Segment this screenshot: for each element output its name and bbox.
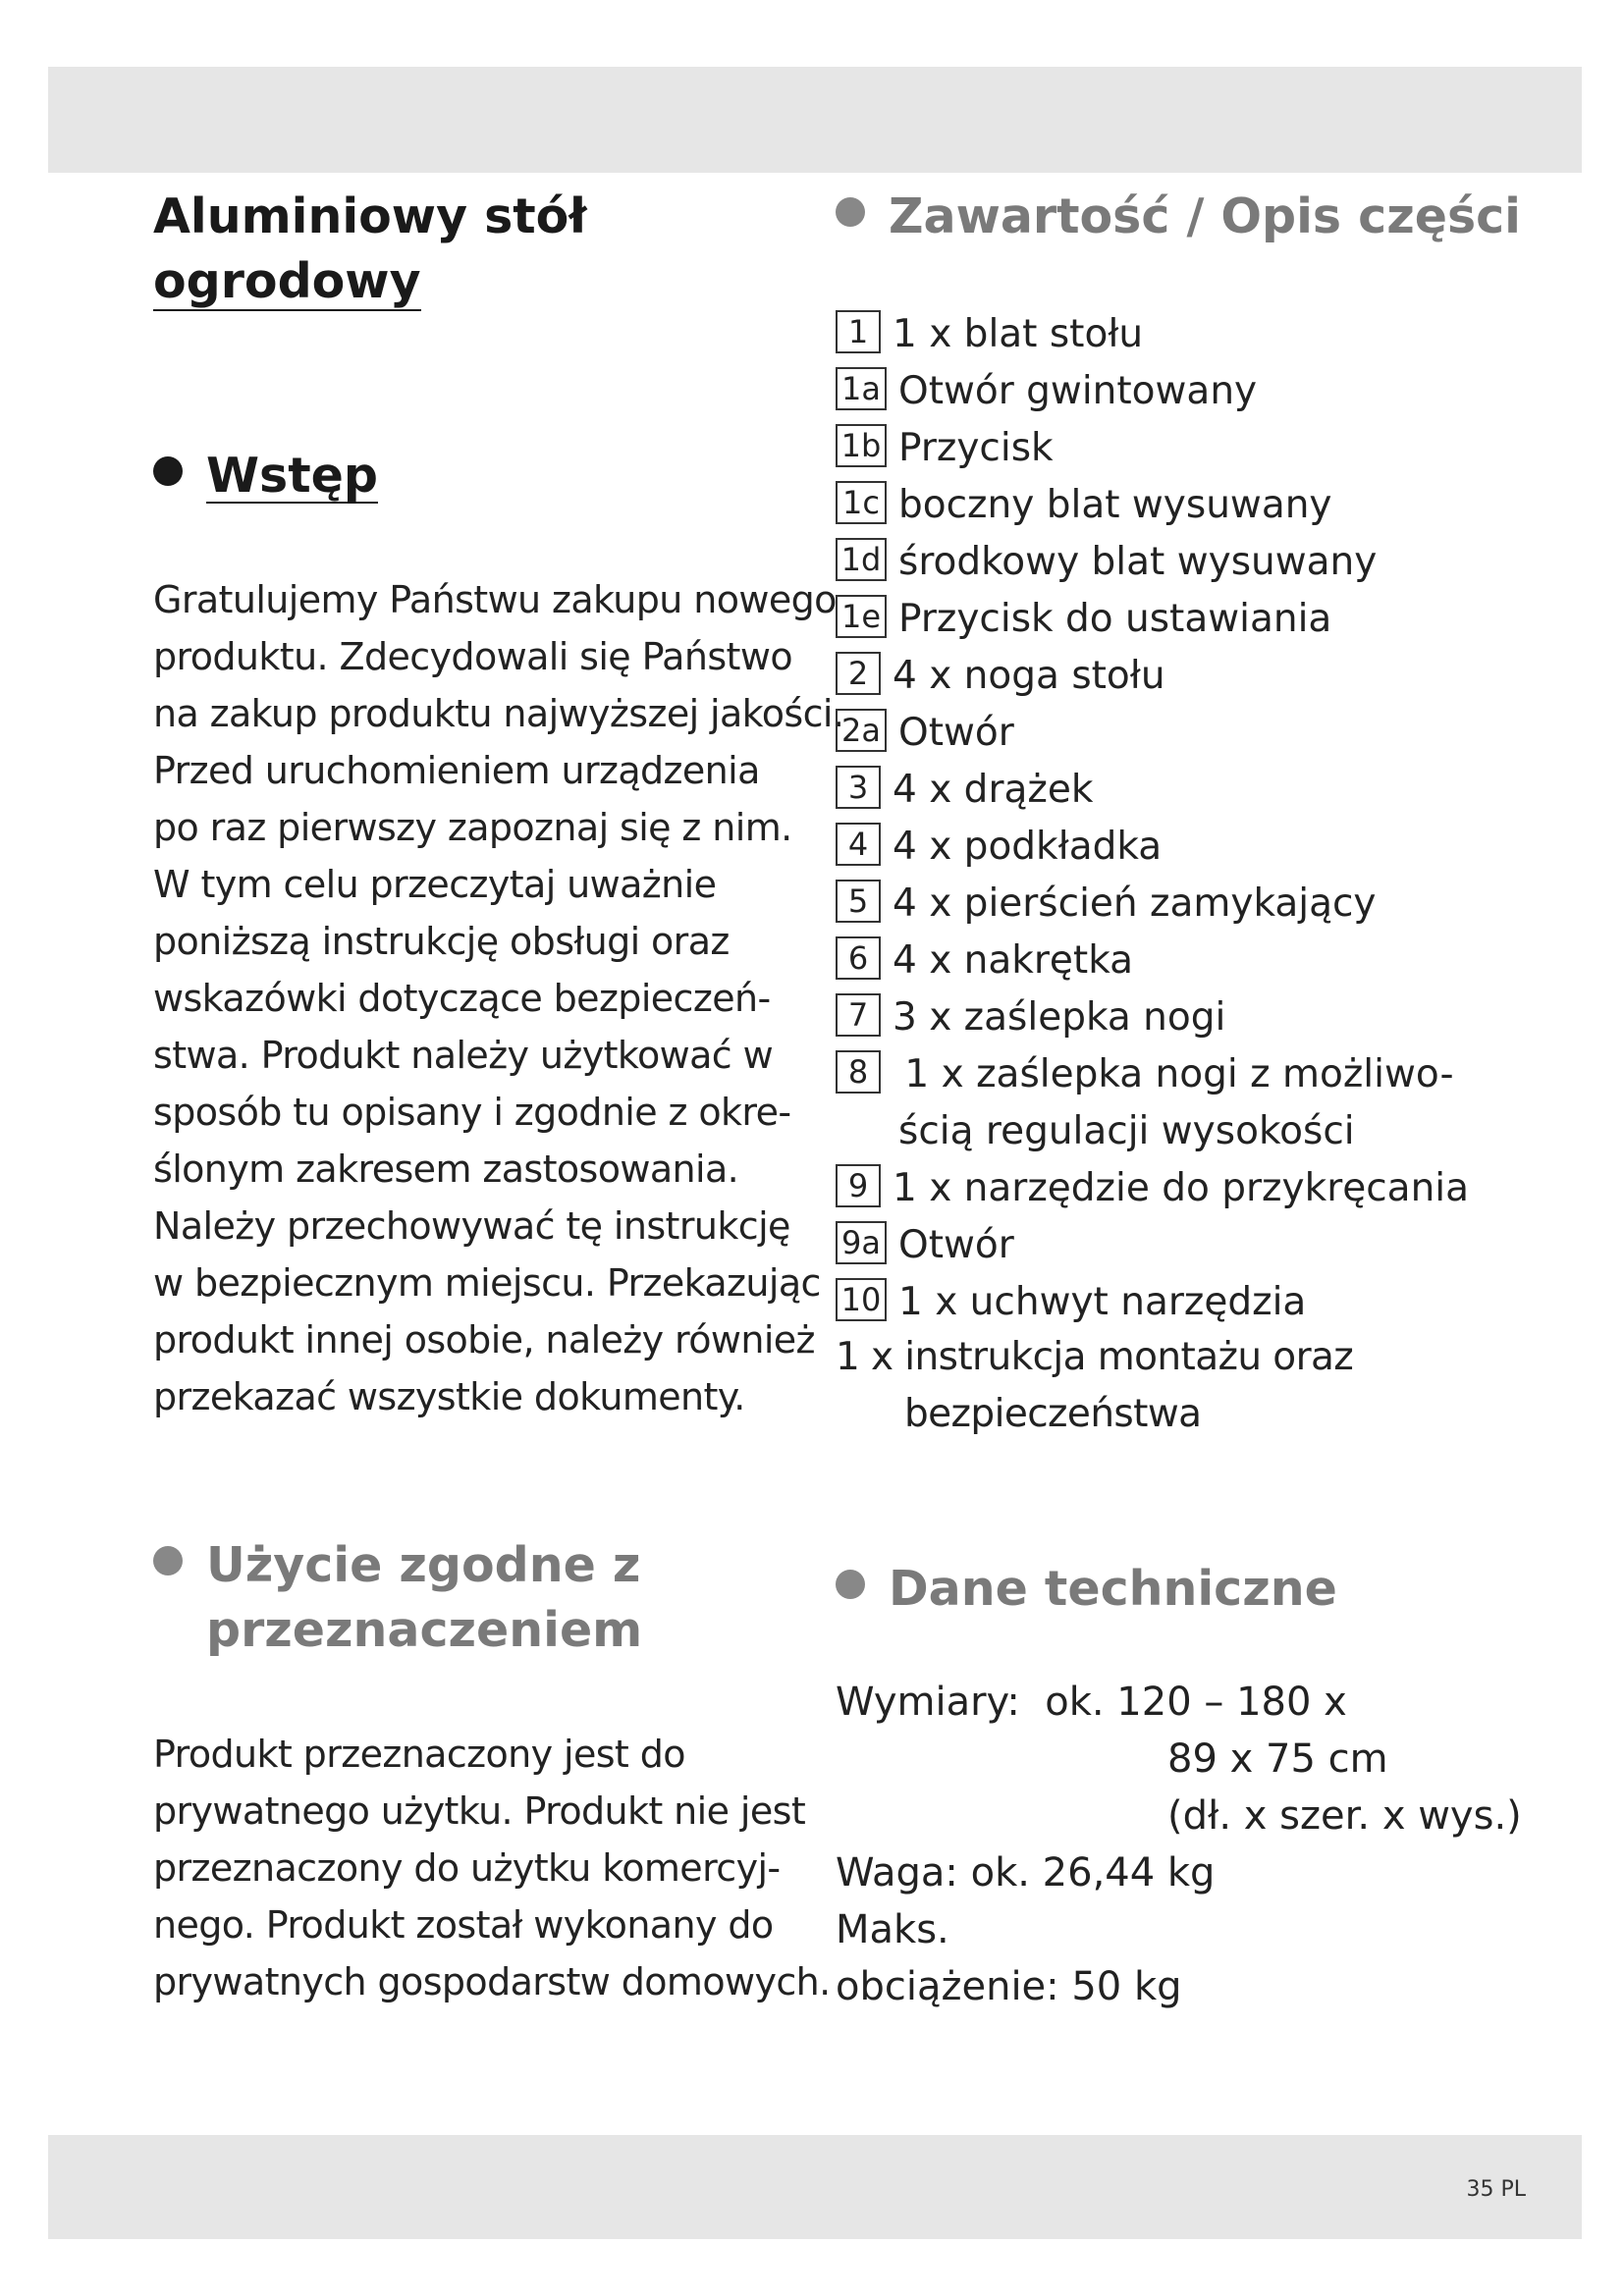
part-number-badge: 9 <box>836 1164 881 1207</box>
part-description: 4 x pierścień zamykający <box>893 881 1377 926</box>
parts-extra-line-2: bezpieczeństwa <box>904 1392 1202 1436</box>
paragraph-line: przekazać wszystkie dokumenty. <box>153 1375 745 1418</box>
paragraph-line: w bezpiecznym miejscu. Przekazując <box>153 1261 821 1305</box>
parts-list-item <box>836 876 1469 933</box>
tech-load: obciążenie: 50 kg <box>836 1964 1182 2009</box>
parts-list-item <box>836 819 1469 876</box>
part-number-badge: 5 <box>836 880 881 923</box>
tech-max-label: Maks. <box>836 1907 949 1952</box>
intended-use-paragraph <box>153 1726 831 2010</box>
part-description: Otwór gwintowany <box>898 369 1258 413</box>
part-description: Otwór <box>898 711 1014 755</box>
tech-weight: Waga: ok. 26,44 kg <box>836 1850 1216 1896</box>
paragraph-line: Produkt przeznaczony jest do <box>153 1733 685 1776</box>
paragraph-line: przeznaczony do użytku komercyj- <box>153 1846 781 1890</box>
part-number-badge: 1e <box>836 595 887 638</box>
tech-dims-row: Wymiary: ok. 120 – 180 x <box>836 1680 1347 1725</box>
part-number-badge: 2a <box>836 709 887 752</box>
bullet-dot-icon <box>836 197 865 227</box>
parts-list-item <box>836 1217 1469 1274</box>
paragraph-line: nego. Produkt został wykonany do <box>153 1903 774 1947</box>
intended-use-heading: Użycie zgodne z przeznaczeniem <box>153 1533 642 1663</box>
paragraph-line: prywatnego użytku. Produkt nie jest <box>153 1789 806 1833</box>
parts-list-item <box>836 1160 1469 1217</box>
part-number-badge: 1c <box>836 481 887 524</box>
part-description: 4 x noga stołu <box>893 654 1165 698</box>
part-number-badge: 1a <box>836 367 887 410</box>
part-description: Otwór <box>898 1223 1014 1267</box>
part-description: 4 x nakrętka <box>893 938 1134 983</box>
parts-list-item <box>836 306 1469 363</box>
part-description: 1 x blat stołu <box>893 312 1144 356</box>
paragraph-line: sposób tu opisany i zgodnie z okre- <box>153 1091 791 1134</box>
footer-band <box>48 2135 1582 2239</box>
part-number-badge: 2 <box>836 652 881 695</box>
paragraph-line: Przed uruchomieniem urządzenia <box>153 749 760 792</box>
intro-paragraph <box>153 571 843 1425</box>
header-band <box>48 67 1582 173</box>
title-line-2: ogrodowy <box>153 253 421 309</box>
parts-list-item <box>836 1103 1469 1160</box>
part-number-badge: 9a <box>836 1221 887 1264</box>
part-number-badge: 7 <box>836 993 881 1037</box>
parts-list-item <box>836 989 1469 1046</box>
paragraph-line: na zakup produktu najwyższej jakości. <box>153 692 844 735</box>
part-number-badge: 1b <box>836 424 887 467</box>
intro-heading: Wstęp <box>153 444 378 508</box>
paragraph-line: Należy przechowywać tę instrukcję <box>153 1204 790 1248</box>
paragraph-line: wskazówki dotyczące bezpieczeń- <box>153 977 771 1020</box>
part-number-badge: 1d <box>836 538 887 581</box>
paragraph-line: po raz pierwszy zapoznaj się z nim. <box>153 806 792 849</box>
parts-list-item <box>836 477 1469 534</box>
parts-list-item <box>836 1274 1469 1331</box>
paragraph-line: ślonym zakresem zastosowania. <box>153 1148 739 1191</box>
parts-list <box>836 306 1469 1331</box>
paragraph-line: poniższą instrukcję obsługi oraz <box>153 920 730 963</box>
part-number-badge: 3 <box>836 766 881 809</box>
tech-heading: Dane techniczne <box>836 1557 1337 1622</box>
paragraph-line: W tym celu przeczytaj uważnie <box>153 863 717 906</box>
paragraph-line: produkt innej osobie, należy również <box>153 1318 815 1362</box>
parts-list-item <box>836 420 1469 477</box>
part-number-badge: 6 <box>836 936 881 980</box>
part-number-badge: 8 <box>836 1050 881 1094</box>
part-number-badge: 10 <box>836 1278 887 1321</box>
paragraph-line: produktu. Zdecydowali się Państwo <box>153 635 792 678</box>
paragraph-line: stwa. Produkt należy użytkować w <box>153 1034 774 1077</box>
part-description: 4 x drążek <box>893 768 1094 812</box>
part-description: 1 x narzędzie do przykręcania <box>893 1166 1470 1210</box>
part-description: boczny blat wysuwany <box>898 483 1332 527</box>
part-description: 4 x podkładka <box>893 825 1163 869</box>
part-description: środkowy blat wysuwany <box>898 540 1378 584</box>
part-number-badge: 1 <box>836 310 881 353</box>
bullet-dot-icon <box>153 456 183 486</box>
parts-list-item <box>836 363 1469 420</box>
bullet-dot-icon <box>153 1546 183 1575</box>
parts-list-item <box>836 1046 1469 1103</box>
tech-data <box>836 1674 1522 2015</box>
parts-list-item <box>836 933 1469 989</box>
part-description: 1 x uchwyt narzędzia <box>898 1280 1307 1324</box>
part-description: 3 x zaślepka nogi <box>893 995 1226 1040</box>
part-description: Przycisk <box>898 426 1054 470</box>
paragraph-line: Gratulujemy Państwu zakupu nowego <box>153 578 837 621</box>
parts-list-item <box>836 534 1469 591</box>
paragraph-line: prywatnych gospodarstw domowych. <box>153 1960 831 2003</box>
tech-dims-value-2: 89 x 75 cm <box>1167 1736 1388 1782</box>
part-description: 1 x zaślepka nogi z możliwo- <box>893 1052 1454 1096</box>
parts-list-item <box>836 648 1469 705</box>
tech-dims-value-3: (dł. x szer. x wys.) <box>1167 1793 1522 1839</box>
title-line-1: Aluminiowy stół <box>153 188 587 244</box>
part-number-badge: 4 <box>836 823 881 866</box>
contents-heading: Zawartość / Opis części <box>836 185 1521 249</box>
document-title <box>153 185 587 314</box>
parts-extra-line-1: 1 x instrukcja montażu oraz <box>836 1335 1354 1379</box>
bullet-dot-icon <box>836 1570 865 1599</box>
parts-extra <box>836 1329 1353 1443</box>
parts-list-item <box>836 591 1469 648</box>
part-description: ścią regulacji wysokości <box>898 1109 1355 1153</box>
page-number: 35 PL <box>1466 2177 1526 2202</box>
parts-list-item <box>836 762 1469 819</box>
part-description: Przycisk do ustawiania <box>898 597 1332 641</box>
parts-list-item <box>836 705 1469 762</box>
